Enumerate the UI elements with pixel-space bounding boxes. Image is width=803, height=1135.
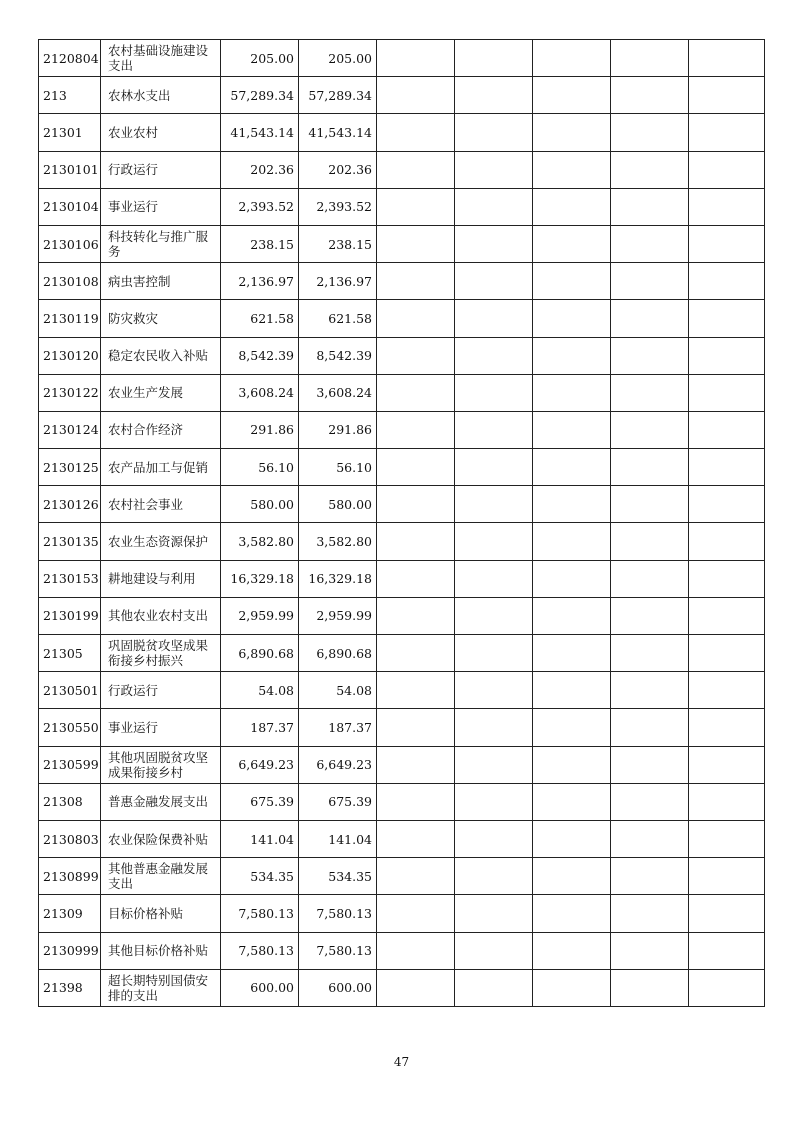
subject-name-cell [101,709,221,746]
empty-cell [377,672,455,709]
amount-cell-2: 675.39 [299,783,377,820]
empty-cell [455,820,533,857]
subject-code-cell: 2120804 [39,40,101,77]
empty-cell [689,263,765,300]
amount-cell-2: 57,289.34 [299,77,377,114]
empty-cell [689,40,765,77]
empty-cell [611,709,689,746]
empty-cell [611,77,689,114]
empty-cell [689,77,765,114]
subject-name-cell-text: 农林水支出 [108,87,171,103]
amount-cell: 202.36 [221,151,299,188]
empty-cell [533,77,611,114]
subject-name-cell-text: 农业生态资源保护 [108,534,209,550]
table-row [39,77,765,114]
subject-name-cell-text: 防灾救灾 [108,310,159,326]
empty-cell [689,969,765,1006]
subject-code-cell: 2130899 [39,858,101,895]
amount-cell-2: 2,393.52 [299,188,377,225]
empty-cell [455,151,533,188]
subject-name-cell [101,672,221,709]
subject-name-cell [101,895,221,932]
empty-cell [377,932,455,969]
empty-cell [689,820,765,857]
empty-cell [611,151,689,188]
amount-cell-2: 534.35 [299,858,377,895]
empty-cell [377,40,455,77]
amount-cell-2: 3,608.24 [299,374,377,411]
subject-name-cell-text: 稳定农民收入补贴 [108,348,209,364]
empty-cell [689,932,765,969]
empty-cell [377,635,455,672]
amount-cell: 6,890.68 [221,635,299,672]
empty-cell [377,597,455,634]
subject-code-cell: 213 [39,77,101,114]
empty-cell [689,411,765,448]
subject-code-cell: 2130108 [39,263,101,300]
subject-code-cell: 2130120 [39,337,101,374]
subject-name-cell-text: 其他目标价格补贴 [108,943,209,959]
empty-cell [455,374,533,411]
subject-name-cell [101,411,221,448]
subject-name-cell-text: 农业生产发展 [108,385,184,401]
empty-cell [533,374,611,411]
empty-cell [455,263,533,300]
subject-name-cell-text: 农村社会事业 [108,496,184,512]
empty-cell [377,486,455,523]
empty-cell [533,263,611,300]
empty-cell [611,411,689,448]
subject-name-cell [101,337,221,374]
empty-cell [533,40,611,77]
table-row [39,374,765,411]
empty-cell [689,560,765,597]
amount-cell-2: 2,959.99 [299,597,377,634]
table-row [39,337,765,374]
amount-cell-2: 8,542.39 [299,337,377,374]
subject-code-cell: 2130125 [39,449,101,486]
empty-cell [377,337,455,374]
subject-code-cell: 2130999 [39,932,101,969]
empty-cell [455,337,533,374]
empty-cell [377,225,455,262]
empty-cell [377,709,455,746]
empty-cell [455,597,533,634]
empty-cell [533,709,611,746]
empty-cell [377,895,455,932]
table-row [39,969,765,1006]
amount-cell: 600.00 [221,969,299,1006]
subject-name-cell-text: 农业农村 [108,124,159,140]
empty-cell [611,523,689,560]
empty-cell [377,188,455,225]
empty-cell [455,486,533,523]
subject-name-cell-text: 普惠金融发展支出 [108,794,209,810]
empty-cell [377,560,455,597]
empty-cell [533,672,611,709]
empty-cell [611,225,689,262]
empty-cell [533,449,611,486]
table-row [39,932,765,969]
table-row [39,411,765,448]
amount-cell-2: 238.15 [299,225,377,262]
subject-code-cell: 2130501 [39,672,101,709]
empty-cell [533,225,611,262]
empty-cell [689,523,765,560]
table-row [39,820,765,857]
subject-code-cell: 21301 [39,114,101,151]
empty-cell [611,597,689,634]
subject-name-cell-text: 事业运行 [108,719,159,735]
empty-cell [689,672,765,709]
empty-cell [377,374,455,411]
amount-cell: 41,543.14 [221,114,299,151]
amount-cell: 141.04 [221,820,299,857]
empty-cell [689,783,765,820]
empty-cell [611,635,689,672]
subject-name-cell-text: 超长期特别国债安排的支出 [108,972,209,1003]
subject-code-cell: 2130119 [39,300,101,337]
amount-cell: 56.10 [221,449,299,486]
subject-name-cell [101,77,221,114]
subject-code-cell: 2130803 [39,820,101,857]
subject-code-cell: 2130101 [39,151,101,188]
empty-cell [455,523,533,560]
subject-name-cell-text: 农村合作经济 [108,422,184,438]
empty-cell [533,783,611,820]
empty-cell [455,969,533,1006]
table-row [39,672,765,709]
empty-cell [377,523,455,560]
table-row [39,263,765,300]
subject-code-cell: 2130104 [39,188,101,225]
subject-name-cell [101,114,221,151]
empty-cell [377,969,455,1006]
empty-cell [611,895,689,932]
subject-code-cell: 21398 [39,969,101,1006]
amount-cell: 8,542.39 [221,337,299,374]
empty-cell [533,932,611,969]
subject-name-cell-text: 农业保险保费补贴 [108,831,209,847]
subject-name-cell-text: 其他巩固脱贫攻坚成果衔接乡村 [108,749,209,780]
empty-cell [611,560,689,597]
amount-cell: 54.08 [221,672,299,709]
empty-cell [611,40,689,77]
amount-cell-2: 56.10 [299,449,377,486]
table-row [39,746,765,783]
amount-cell-2: 600.00 [299,969,377,1006]
empty-cell [455,449,533,486]
empty-cell [611,746,689,783]
empty-cell [611,374,689,411]
subject-code-cell: 21308 [39,783,101,820]
subject-name-cell-text: 事业运行 [108,199,159,215]
empty-cell [377,77,455,114]
empty-cell [533,560,611,597]
subject-name-cell-text: 巩固脱贫攻坚成果衔接乡村振兴 [108,638,209,669]
empty-cell [533,969,611,1006]
amount-cell: 621.58 [221,300,299,337]
amount-cell: 291.86 [221,411,299,448]
empty-cell [689,300,765,337]
empty-cell [689,597,765,634]
amount-cell-2: 6,890.68 [299,635,377,672]
amount-cell: 3,608.24 [221,374,299,411]
amount-cell-2: 16,329.18 [299,560,377,597]
empty-cell [689,895,765,932]
empty-cell [689,635,765,672]
subject-name-cell [101,635,221,672]
empty-cell [455,300,533,337]
empty-cell [533,597,611,634]
amount-cell: 2,393.52 [221,188,299,225]
empty-cell [689,486,765,523]
empty-cell [455,672,533,709]
subject-name-cell-text: 行政运行 [108,162,159,178]
amount-cell: 238.15 [221,225,299,262]
empty-cell [611,300,689,337]
subject-name-cell [101,151,221,188]
subject-code-cell: 2130550 [39,709,101,746]
table-row [39,635,765,672]
amount-cell: 580.00 [221,486,299,523]
subject-name-cell-text: 耕地建设与利用 [108,571,196,587]
empty-cell [533,523,611,560]
empty-cell [455,858,533,895]
amount-cell-2: 6,649.23 [299,746,377,783]
table-row [39,449,765,486]
empty-cell [611,672,689,709]
empty-cell [689,114,765,151]
amount-cell: 187.37 [221,709,299,746]
subject-code-cell: 21305 [39,635,101,672]
empty-cell [533,746,611,783]
subject-name-cell [101,523,221,560]
empty-cell [689,709,765,746]
empty-cell [377,820,455,857]
empty-cell [455,225,533,262]
amount-cell-2: 41,543.14 [299,114,377,151]
empty-cell [689,225,765,262]
empty-cell [689,337,765,374]
empty-cell [455,895,533,932]
subject-code-cell: 2130106 [39,225,101,262]
empty-cell [533,635,611,672]
amount-cell: 3,582.80 [221,523,299,560]
subject-code-cell: 2130135 [39,523,101,560]
amount-cell-2: 3,582.80 [299,523,377,560]
empty-cell [455,635,533,672]
amount-cell-2: 580.00 [299,486,377,523]
amount-cell-2: 7,580.13 [299,932,377,969]
amount-cell-2: 202.36 [299,151,377,188]
empty-cell [533,188,611,225]
empty-cell [377,300,455,337]
amount-cell: 675.39 [221,783,299,820]
empty-cell [689,151,765,188]
empty-cell [377,151,455,188]
subject-name-cell-text: 科技转化与推广服务 [108,229,209,260]
empty-cell [377,858,455,895]
table-row [39,151,765,188]
empty-cell [611,932,689,969]
amount-cell-2: 205.00 [299,40,377,77]
empty-cell [533,858,611,895]
budget-table [38,39,765,1007]
subject-name-cell-text: 农村基础设施建设支出 [108,43,209,74]
empty-cell [377,411,455,448]
amount-cell: 534.35 [221,858,299,895]
empty-cell [455,709,533,746]
table-body [39,40,765,1007]
amount-cell: 7,580.13 [221,895,299,932]
empty-cell [455,40,533,77]
subject-code-cell: 2130153 [39,560,101,597]
amount-cell-2: 291.86 [299,411,377,448]
amount-cell: 16,329.18 [221,560,299,597]
table-row [39,225,765,262]
amount-cell-2: 187.37 [299,709,377,746]
empty-cell [377,783,455,820]
empty-cell [611,858,689,895]
table-row [39,523,765,560]
amount-cell-2: 621.58 [299,300,377,337]
subject-code-cell: 2130124 [39,411,101,448]
amount-cell-2: 2,136.97 [299,263,377,300]
subject-name-cell [101,597,221,634]
empty-cell [455,114,533,151]
subject-name-cell-text: 目标价格补贴 [108,905,184,921]
subject-name-cell-text: 病虫害控制 [108,273,171,289]
table-row [39,188,765,225]
table-row [39,486,765,523]
empty-cell [533,300,611,337]
empty-cell [377,746,455,783]
subject-name-cell-text: 行政运行 [108,682,159,698]
empty-cell [611,783,689,820]
amount-cell: 6,649.23 [221,746,299,783]
empty-cell [689,858,765,895]
subject-code-cell: 21309 [39,895,101,932]
subject-name-cell-text: 其他普惠金融发展支出 [108,861,209,892]
empty-cell [455,77,533,114]
empty-cell [455,188,533,225]
subject-code-cell: 2130599 [39,746,101,783]
subject-code-cell: 2130122 [39,374,101,411]
empty-cell [455,411,533,448]
subject-name-cell [101,263,221,300]
empty-cell [455,746,533,783]
subject-name-cell [101,820,221,857]
empty-cell [533,895,611,932]
subject-name-cell [101,783,221,820]
subject-name-cell [101,486,221,523]
empty-cell [611,486,689,523]
empty-cell [689,188,765,225]
empty-cell [455,560,533,597]
subject-name-cell [101,40,221,77]
amount-cell: 2,136.97 [221,263,299,300]
subject-name-cell [101,300,221,337]
subject-name-cell [101,225,221,262]
empty-cell [611,337,689,374]
table-row [39,895,765,932]
empty-cell [455,783,533,820]
page-number: 47 [393,1055,410,1069]
amount-cell: 2,959.99 [221,597,299,634]
amount-cell-2: 54.08 [299,672,377,709]
table-row [39,783,765,820]
amount-cell-2: 7,580.13 [299,895,377,932]
empty-cell [533,114,611,151]
empty-cell [533,151,611,188]
table-row [39,858,765,895]
subject-name-cell [101,932,221,969]
subject-name-cell [101,560,221,597]
empty-cell [377,449,455,486]
empty-cell [611,820,689,857]
empty-cell [377,114,455,151]
table-row [39,300,765,337]
subject-code-cell: 2130126 [39,486,101,523]
empty-cell [533,411,611,448]
empty-cell [611,263,689,300]
empty-cell [377,263,455,300]
empty-cell [611,969,689,1006]
amount-cell: 57,289.34 [221,77,299,114]
table-row [39,560,765,597]
amount-cell-2: 141.04 [299,820,377,857]
empty-cell [611,114,689,151]
subject-name-cell [101,374,221,411]
empty-cell [455,932,533,969]
empty-cell [533,486,611,523]
empty-cell [689,746,765,783]
subject-name-cell-text: 其他农业农村支出 [108,608,209,624]
subject-name-cell [101,858,221,895]
empty-cell [611,188,689,225]
table-row [39,114,765,151]
table-row [39,597,765,634]
empty-cell [533,337,611,374]
empty-cell [689,374,765,411]
subject-name-cell [101,746,221,783]
empty-cell [689,449,765,486]
amount-cell: 205.00 [221,40,299,77]
empty-cell [533,820,611,857]
empty-cell [611,449,689,486]
subject-name-cell [101,449,221,486]
amount-cell: 7,580.13 [221,932,299,969]
table-row [39,40,765,77]
table-row [39,709,765,746]
subject-name-cell-text: 农产品加工与促销 [108,459,209,475]
subject-name-cell [101,969,221,1006]
subject-code-cell: 2130199 [39,597,101,634]
subject-name-cell [101,188,221,225]
